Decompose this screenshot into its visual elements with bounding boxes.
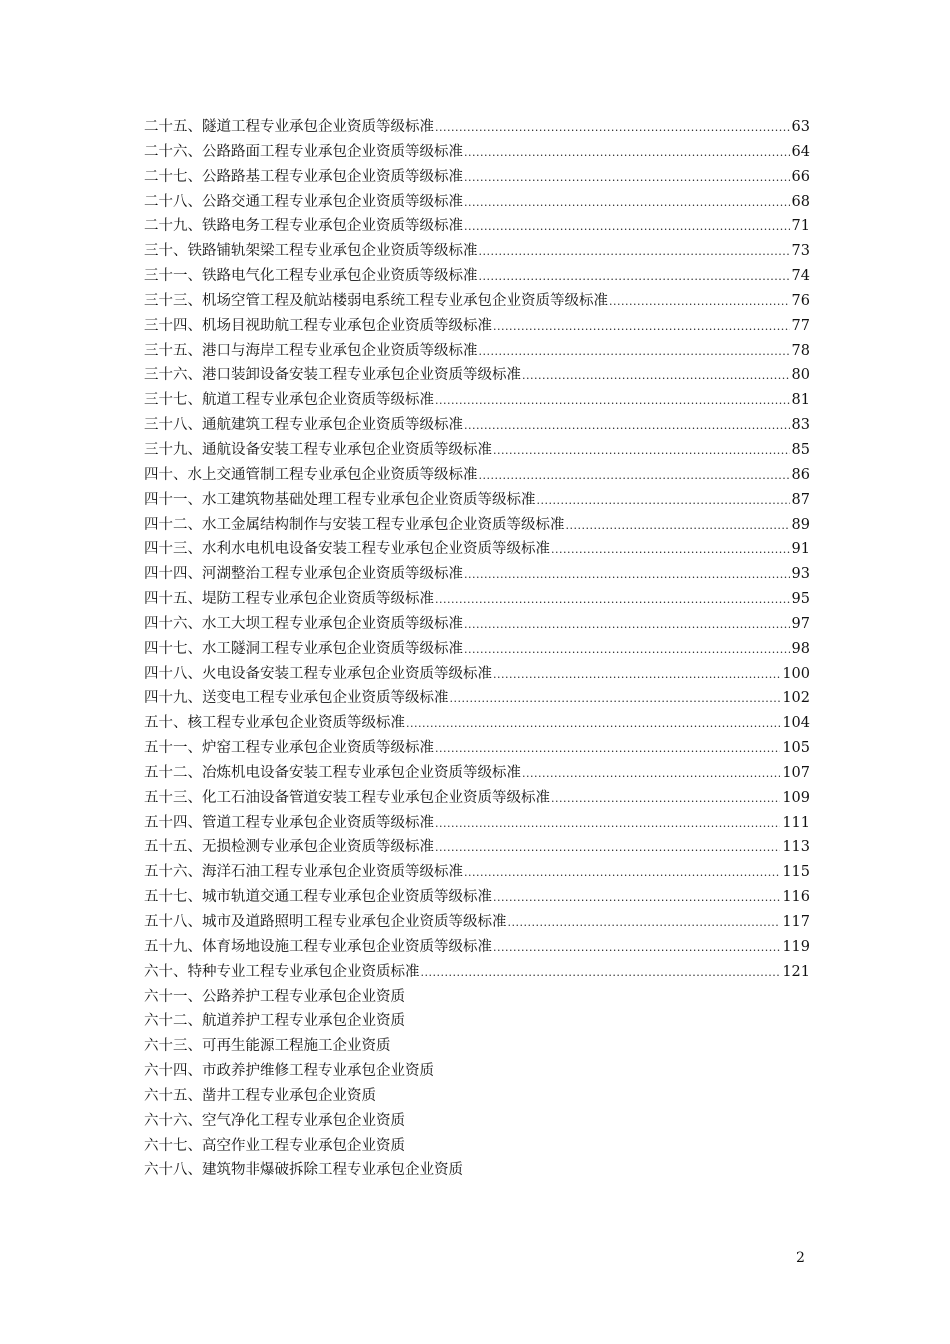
table-of-contents	[144, 115, 812, 1183]
toc-entry[interactable]	[144, 214, 812, 239]
toc-entry[interactable]	[144, 513, 812, 538]
toc-entry[interactable]	[144, 686, 812, 711]
toc-entry-title: 二十七、公路路基工程专业承包企业资质等级标准	[144, 168, 463, 185]
toc-dot-leader	[421, 961, 781, 986]
toc-entry-title: 五十四、管道工程专业承包企业资质等级标准	[144, 814, 434, 831]
toc-entry-page-number: 66	[791, 168, 810, 185]
toc-entry-page-number: 74	[791, 268, 810, 285]
toc-entry-page-number: 121	[782, 963, 810, 980]
toc-entry[interactable]	[144, 115, 812, 140]
toc-entry[interactable]	[144, 960, 812, 985]
toc-entry[interactable]	[144, 314, 812, 339]
toc-entry-title: 五十五、无损检测专业承包企业资质等级标准	[144, 839, 434, 856]
toc-dot-leader	[508, 911, 781, 936]
toc-dot-leader	[435, 737, 780, 762]
toc-entry-title: 五十八、城市及道路照明工程专业承包企业资质等级标准	[144, 914, 507, 930]
toc-entry[interactable]	[144, 1059, 812, 1084]
toc-entry[interactable]	[144, 388, 812, 413]
toc-entry-title: 六十三、可再生能源工程施工企业资质	[144, 1038, 391, 1055]
toc-entry-title: 六十六、空气净化工程专业承包企业资质	[144, 1112, 405, 1129]
toc-entry[interactable]	[144, 1009, 812, 1034]
toc-entry-title: 四十一、水工建筑物基础处理工程专业承包企业资质等级标准	[144, 491, 536, 508]
toc-dot-leader	[537, 489, 790, 514]
toc-entry-page-number: 73	[791, 243, 810, 260]
toc-entry-title: 六十四、市政养护维修工程专业承包企业资质	[144, 1063, 434, 1080]
toc-entry[interactable]	[144, 190, 812, 215]
toc-dot-leader	[479, 340, 790, 365]
toc-dot-leader	[464, 166, 790, 191]
toc-entry-title: 三十八、通航建筑工程专业承包企业资质等级标准	[144, 417, 463, 434]
toc-entry[interactable]	[144, 363, 812, 388]
toc-entry[interactable]	[144, 935, 812, 960]
toc-dot-leader	[435, 389, 790, 414]
toc-dot-leader	[406, 712, 780, 737]
toc-dot-leader	[479, 240, 790, 265]
toc-entry[interactable]	[144, 711, 812, 736]
toc-entry-title: 六十八、建筑物非爆破拆除工程专业承包企业资质	[144, 1162, 463, 1179]
toc-entry-title: 六十一、公路养护工程专业承包企业资质	[144, 988, 405, 1005]
toc-dot-leader	[464, 215, 790, 240]
toc-dot-leader	[464, 141, 790, 166]
toc-entry-page-number: 115	[782, 864, 810, 881]
toc-entry-page-number: 113	[782, 839, 810, 856]
toc-entry-page-number: 102	[782, 690, 810, 707]
toc-dot-leader	[464, 414, 790, 439]
toc-entry-page-number: 68	[791, 193, 810, 210]
toc-entry-page-number: 71	[791, 218, 810, 235]
toc-entry-title: 五十六、海洋石油工程专业承包企业资质等级标准	[144, 864, 463, 881]
toc-entry-title: 四十七、水工隧洞工程专业承包企业资质等级标准	[144, 640, 463, 657]
toc-entry-page-number: 63	[791, 119, 810, 135]
toc-entry[interactable]	[144, 885, 812, 910]
toc-entry[interactable]	[144, 165, 812, 190]
toc-entry[interactable]	[144, 1084, 812, 1109]
toc-entry[interactable]	[144, 985, 812, 1010]
toc-entry-title: 三十四、机场目视助航工程专业承包企业资质等级标准	[144, 317, 492, 334]
toc-entry-title: 三十一、铁路电气化工程专业承包企业资质等级标准	[144, 268, 478, 285]
toc-entry[interactable]	[144, 910, 812, 935]
toc-entry[interactable]	[144, 438, 812, 463]
toc-entry-page-number: 83	[791, 417, 810, 434]
toc-entry-page-number: 116	[782, 889, 810, 906]
toc-dot-leader	[464, 191, 790, 216]
toc-entry-title: 四十八、火电设备安装工程专业承包企业资质等级标准	[144, 665, 492, 682]
toc-entry-page-number: 98	[791, 640, 810, 657]
toc-entry[interactable]	[144, 811, 812, 836]
toc-entry-title: 五十二、冶炼机电设备安装工程专业承包企业资质等级标准	[144, 764, 521, 781]
toc-entry-title: 二十八、公路交通工程专业承包企业资质等级标准	[144, 193, 463, 210]
toc-entry-page-number: 107	[782, 764, 810, 781]
toc-dot-leader	[464, 638, 790, 663]
toc-entry[interactable]	[144, 264, 812, 289]
toc-entry-page-number: 89	[791, 516, 810, 533]
toc-entry-title: 三十五、港口与海岸工程专业承包企业资质等级标准	[144, 342, 478, 359]
toc-entry-title: 四十、水上交通管制工程专业承包企业资质等级标准	[144, 466, 478, 483]
toc-entry-page-number: 111	[782, 814, 810, 831]
toc-dot-leader	[435, 116, 790, 141]
toc-dot-leader	[551, 538, 790, 563]
toc-entry-page-number: 85	[791, 441, 810, 458]
toc-entry[interactable]	[144, 463, 812, 488]
toc-entry-page-number: 95	[791, 591, 810, 608]
toc-entry[interactable]	[144, 835, 812, 860]
toc-entry-title: 三十九、通航设备安装工程专业承包企业资质等级标准	[144, 441, 492, 458]
toc-entry[interactable]	[144, 761, 812, 786]
toc-entry-title: 四十三、水利水电机电设备安装工程专业承包企业资质等级标准	[144, 541, 550, 558]
toc-entry-title: 五十一、炉窑工程专业承包企业资质等级标准	[144, 740, 434, 757]
toc-entry[interactable]	[144, 1034, 812, 1059]
toc-entry[interactable]	[144, 562, 812, 587]
toc-entry-title: 五十三、化工石油设备管道安装工程专业承包企业资质等级标准	[144, 789, 550, 806]
toc-dot-leader	[464, 861, 780, 886]
toc-entry[interactable]	[144, 339, 812, 364]
toc-dot-leader	[435, 836, 780, 861]
toc-entry[interactable]	[144, 736, 812, 761]
toc-entry[interactable]	[144, 140, 812, 165]
toc-entry[interactable]	[144, 860, 812, 885]
toc-entry[interactable]	[144, 488, 812, 513]
toc-entry-title: 三十六、港口装卸设备安装工程专业承包企业资质等级标准	[144, 367, 521, 384]
page-number: 2	[796, 1250, 805, 1266]
toc-entry-page-number: 105	[782, 740, 810, 757]
toc-entry[interactable]	[144, 1158, 812, 1183]
toc-dot-leader	[464, 563, 790, 588]
toc-entry-title: 二十六、公路路面工程专业承包企业资质等级标准	[144, 143, 463, 160]
toc-entry-title: 四十六、水工大坝工程专业承包企业资质等级标准	[144, 615, 463, 632]
toc-entry-page-number: 78	[791, 342, 810, 359]
toc-dot-leader	[450, 687, 781, 712]
toc-dot-leader	[493, 936, 780, 961]
toc-dot-leader	[493, 315, 790, 340]
toc-entry[interactable]	[144, 637, 812, 662]
toc-dot-leader	[435, 812, 780, 837]
toc-entry[interactable]	[144, 786, 812, 811]
toc-entry-page-number: 77	[791, 317, 810, 334]
toc-entry-page-number: 97	[791, 615, 810, 632]
toc-entry-title: 三十三、机场空管工程及航站楼弱电系统工程专业承包企业资质等级标准	[144, 292, 608, 309]
toc-entry-page-number: 81	[791, 392, 810, 409]
toc-entry-title: 四十四、河湖整治工程专业承包企业资质等级标准	[144, 566, 463, 583]
toc-entry-title: 五十七、城市轨道交通工程专业承包企业资质等级标准	[144, 889, 492, 906]
toc-entry-title: 六十二、航道养护工程专业承包企业资质	[144, 1013, 405, 1030]
toc-entry-title: 六十、特种专业工程专业承包企业资质标准	[144, 963, 420, 980]
toc-entry-title: 六十七、高空作业工程专业承包企业资质	[144, 1137, 405, 1154]
toc-entry-page-number: 87	[791, 491, 810, 508]
toc-entry-page-number: 109	[782, 789, 810, 806]
toc-entry[interactable]	[144, 587, 812, 612]
toc-entry[interactable]	[144, 612, 812, 637]
toc-entry[interactable]	[144, 289, 812, 314]
toc-entry-title: 六十五、凿井工程专业承包企业资质	[144, 1087, 376, 1104]
toc-entry[interactable]	[144, 413, 812, 438]
toc-dot-leader	[522, 364, 790, 389]
toc-entry-page-number: 119	[782, 938, 810, 955]
toc-dot-leader	[479, 464, 790, 489]
toc-dot-leader	[493, 886, 780, 911]
toc-dot-leader	[493, 439, 790, 464]
toc-dot-leader	[551, 787, 780, 812]
toc-dot-leader	[435, 588, 790, 613]
toc-entry[interactable]	[144, 239, 812, 264]
toc-entry[interactable]	[144, 1109, 812, 1134]
toc-entry-title: 五十九、体育场地设施工程专业承包企业资质等级标准	[144, 938, 492, 955]
toc-dot-leader	[479, 265, 790, 290]
toc-dot-leader	[609, 290, 790, 315]
toc-dot-leader	[464, 613, 790, 638]
toc-entry-title: 四十五、堤防工程专业承包企业资质等级标准	[144, 591, 434, 608]
toc-entry-title: 五十、核工程专业承包企业资质等级标准	[144, 715, 405, 732]
toc-entry-page-number: 91	[791, 541, 810, 558]
toc-entry-title: 二十五、隧道工程专业承包企业资质等级标准	[144, 119, 434, 135]
toc-entry-page-number: 64	[791, 143, 810, 160]
toc-entry-title: 三十、铁路铺轨架梁工程专业承包企业资质等级标准	[144, 243, 478, 260]
toc-entry-page-number: 100	[782, 665, 810, 682]
toc-entry-page-number: 93	[791, 566, 810, 583]
toc-entry[interactable]	[144, 1134, 812, 1159]
toc-dot-leader	[522, 762, 780, 787]
toc-dot-leader	[566, 514, 790, 539]
toc-entry[interactable]	[144, 537, 812, 562]
toc-entry-page-number: 117	[782, 914, 810, 930]
toc-entry-page-number: 86	[791, 466, 810, 483]
toc-entry-page-number: 104	[782, 715, 810, 732]
toc-entry-page-number: 76	[791, 292, 810, 309]
toc-dot-leader	[493, 663, 780, 688]
toc-entry-title: 四十二、水工金属结构制作与安装工程专业承包企业资质等级标准	[144, 516, 565, 533]
toc-entry-title: 二十九、铁路电务工程专业承包企业资质等级标准	[144, 218, 463, 235]
toc-entry[interactable]	[144, 662, 812, 687]
toc-entry-title: 三十七、航道工程专业承包企业资质等级标准	[144, 392, 434, 409]
toc-entry-title: 四十九、送变电工程专业承包企业资质等级标准	[144, 690, 449, 707]
toc-entry-page-number: 80	[791, 367, 810, 384]
